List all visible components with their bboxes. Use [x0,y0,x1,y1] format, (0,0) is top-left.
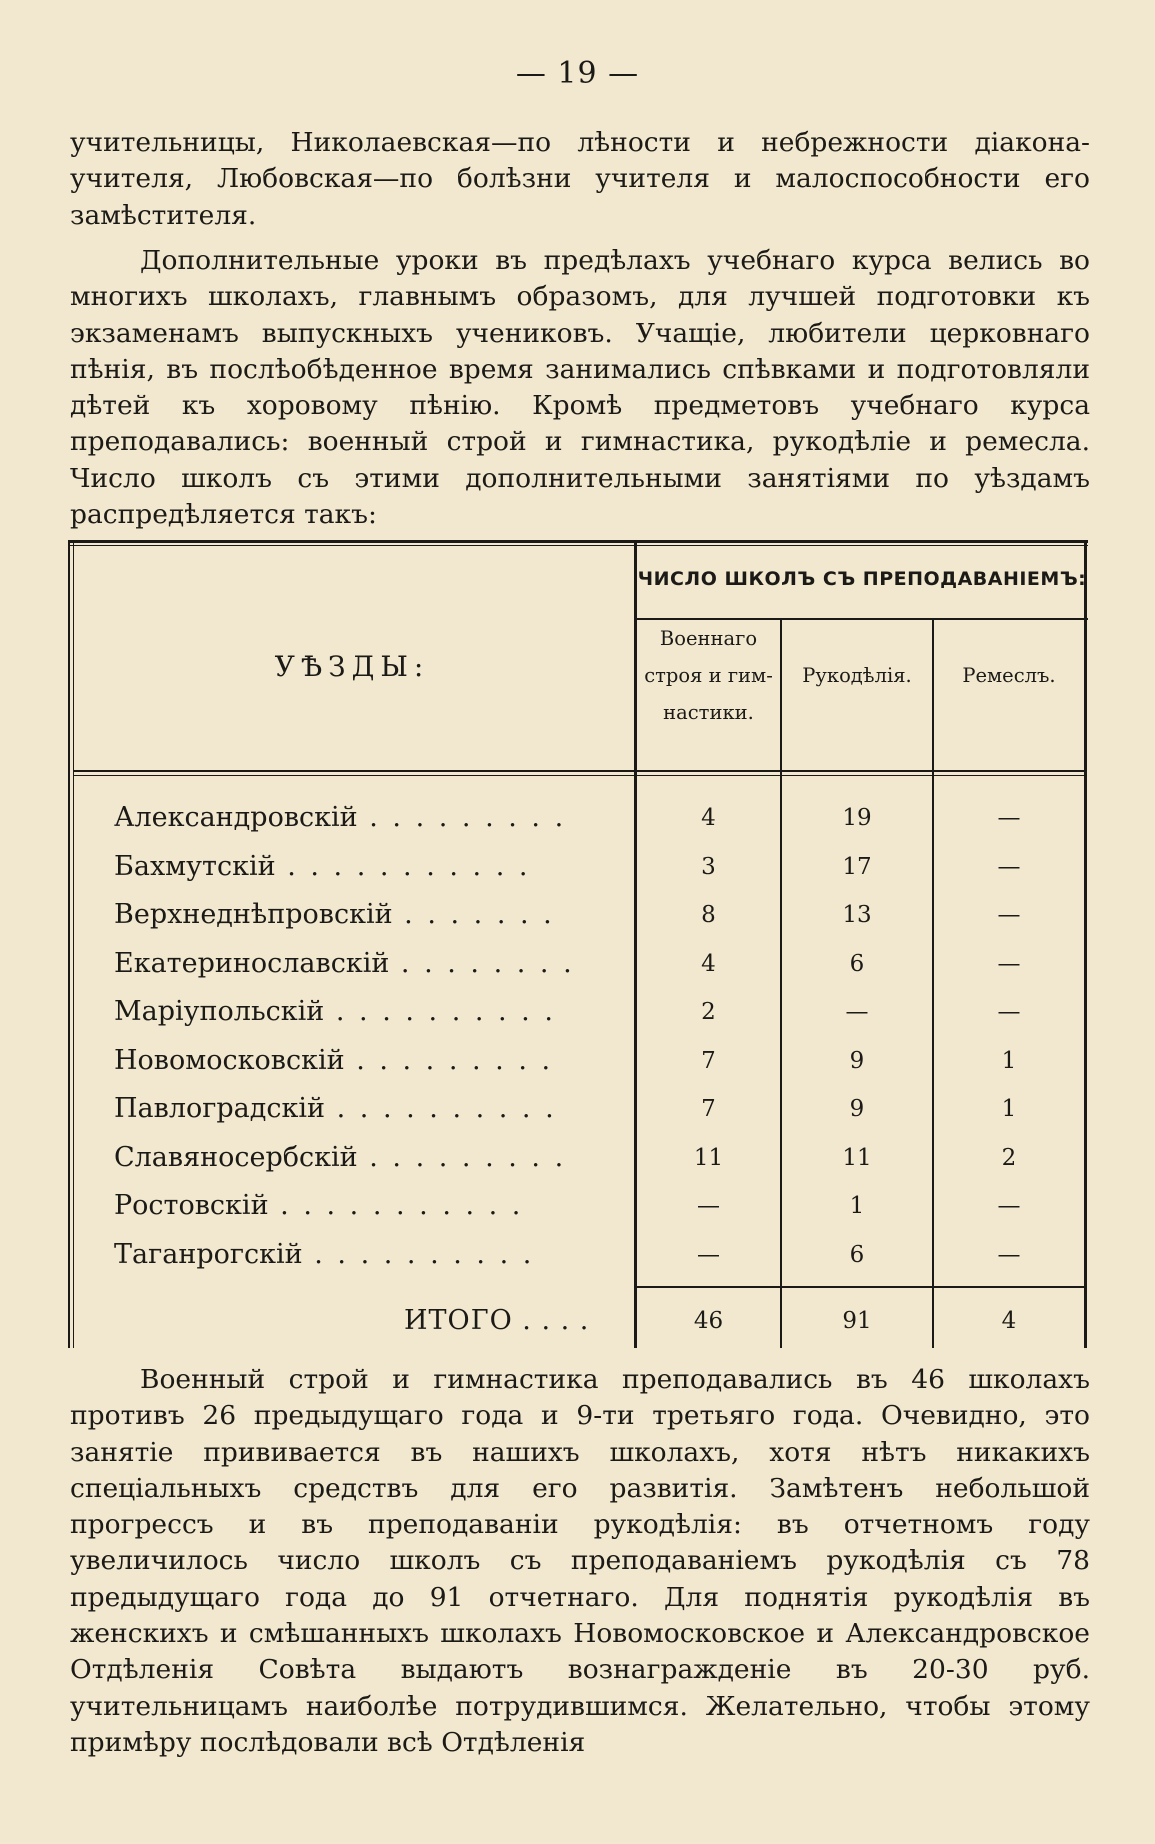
district-name: Таганрогскій [114,1238,303,1270]
table-cell-crafts: — [997,853,1021,880]
total-needlework: 91 [842,1308,872,1334]
district-name: Екатеринославскій [114,947,390,979]
table-border-top [68,540,1088,543]
table-cell-crafts: — [997,950,1021,977]
district-name: Бахмутскій [114,850,276,882]
table-row-district [114,1142,566,1173]
table-cell-military: 11 [693,1144,724,1171]
table-cell-crafts: — [997,805,1021,831]
column-header-needlework: Рукодѣлія. [802,664,912,687]
column-separator-3 [932,618,934,1348]
paragraph-additional-lessons [70,243,1090,533]
table-row-district [114,1239,534,1270]
total-military: 46 [693,1308,724,1334]
table-row-district [114,802,566,833]
district-name: Ростовскій [114,1190,269,1221]
table-cell-military: — [697,1241,720,1268]
table-cell-needlework: 6 [849,1241,865,1268]
table-cell-military: 4 [701,805,716,831]
district-name: Новомосковскій [114,1044,345,1076]
paragraph-continued: учительницы, Николаевская—по лѣности и небрежности діакона-учителя, Любовская—по болѣзни учителя и малоспособности его замѣстителя. [70,127,1090,231]
leader-dots: . . . . . . . . . [344,1044,554,1076]
table-cell-needlework: 9 [849,1096,865,1122]
table-cell-military: 7 [701,1096,716,1122]
table-border-right [1084,540,1087,1348]
table-cell-crafts: — [997,999,1021,1025]
table-cell-needlework: 6 [849,950,865,977]
column-header-military [637,620,780,731]
table-row-district [114,899,555,930]
table-row-district [114,851,530,882]
table-border-top-inner [68,545,1088,546]
leader-dots: . . . . . . . . . . [325,1093,557,1124]
header-bottom-line [74,770,1086,772]
district-name: Павлоградскій [114,1093,326,1124]
table-cell-needlework: 19 [842,805,872,831]
district-name: Маріупольскій [114,996,325,1027]
table-row-district [114,1190,523,1221]
leader-dots: . . . . . . . . . . . [275,850,531,882]
column-separator-2 [780,618,782,1348]
total-label: ИТОГО . . . . [404,1305,590,1336]
table-cell-crafts: 1 [1001,1096,1017,1122]
paragraph-text: Дополнительные уроки въ предѣлахъ учебнаго курса велись во многихъ школахъ, главнымъ образомъ, для лучшей подготовки къ экзаменамъ выпускныхъ учениковъ. Учащіе, любители церковнаго пѣнія, въ послѣобѣденное время занимались спѣвками и подготовляли дѣтей къ хоровому пѣнію. Кромѣ предметовъ учебнаго курса преподавались: военный строй и гимнастика, рукодѣліе и ремесла. Число школъ съ этими дополнительными занятіями по уѣздамъ распредѣляется такъ: [70,245,1090,531]
table-cell-needlework: 11 [842,1144,872,1171]
total-separator-line [636,1286,1086,1288]
table-cell-needlework: 9 [849,1047,865,1074]
district-name: Славяносербскій [114,1141,358,1173]
table-cell-military: 3 [701,853,716,880]
table-row-district [114,996,556,1027]
table-cell-military: 2 [701,999,716,1025]
table-cell-military: 8 [701,902,716,928]
paragraph-text: Военный строй и гимнастика преподавались въ 46 школахъ противъ 26 предыдущаго года и 9-ти третьяго года. Очевидно, это занятіе прививается въ нашихъ школахъ, хотя нѣтъ никакихъ спеціальныхъ средствъ для его развитія. Замѣтенъ небольшой прогрессъ и въ преподаваніи рукодѣлія: въ отчетномъ году увеличилось число школъ съ преподаваніемъ рукодѣлія съ 78 предыдущаго года до 91 отчетнаго. Для поднятія рукодѣлія въ женскихъ и смѣшанныхъ школахъ Новомосковское и Александровское Отдѣленія Совѣта выдаютъ вознагражденіе въ 20-30 руб. учительницамъ наиболѣе потрудившимся. Желательно, чтобы этому примѣру послѣдовали всѣ Отдѣленія [70,1364,1090,1758]
leader-dots: . . . . . . . . . . [324,996,556,1027]
total-crafts: 4 [1001,1308,1017,1334]
page-number: — 19 — [515,56,640,91]
table-row-district [114,948,575,979]
column-header-military-line: строя и гим- [644,664,773,687]
leader-dots: . . . . . . . . [389,947,575,979]
table-cell-crafts: 2 [1001,1144,1017,1171]
districts-column-header: УѢЗДЫ: [274,650,430,683]
table-row-district [114,1093,557,1124]
table-cell-crafts: — [997,902,1021,928]
table-cell-military: 7 [701,1047,716,1074]
leader-dots: . . . . . . . . . [357,802,567,833]
leader-dots: . . . . . . . [392,899,555,930]
paragraph-military-drill [70,1362,1090,1761]
leader-dots: . . . . . . . . . . [302,1238,535,1270]
leader-dots: . . . . . . . . . . . [268,1190,524,1221]
table-cell-needlework: 13 [842,902,872,928]
column-header-military-line: Военнаго [659,627,758,650]
header-group-label: ЧИСЛО ШКОЛЪ СЪ ПРЕПОДАВАНІЕМЪ: [637,568,1087,590]
table-cell-crafts: — [997,1193,1021,1219]
table-cell-needlework: 1 [849,1193,865,1219]
schools-table [68,540,1088,1348]
table-cell-crafts: 1 [1001,1047,1017,1074]
table-cell-crafts: — [997,1241,1021,1268]
table-cell-military: — [697,1193,720,1219]
table-cell-needlework: — [845,999,869,1025]
district-name: Александровскій [114,802,358,833]
column-header-crafts: Ремеслъ. [962,664,1056,687]
header-bottom-line-inner [74,775,1086,776]
table-cell-military: 4 [701,950,716,977]
district-name: Верхнеднѣпровскій [114,899,393,930]
column-header-military-line: настики. [663,701,754,724]
leader-dots: . . . . . . . . . [357,1141,567,1173]
table-row-district [114,1045,553,1076]
table-cell-needlework: 17 [842,853,872,880]
